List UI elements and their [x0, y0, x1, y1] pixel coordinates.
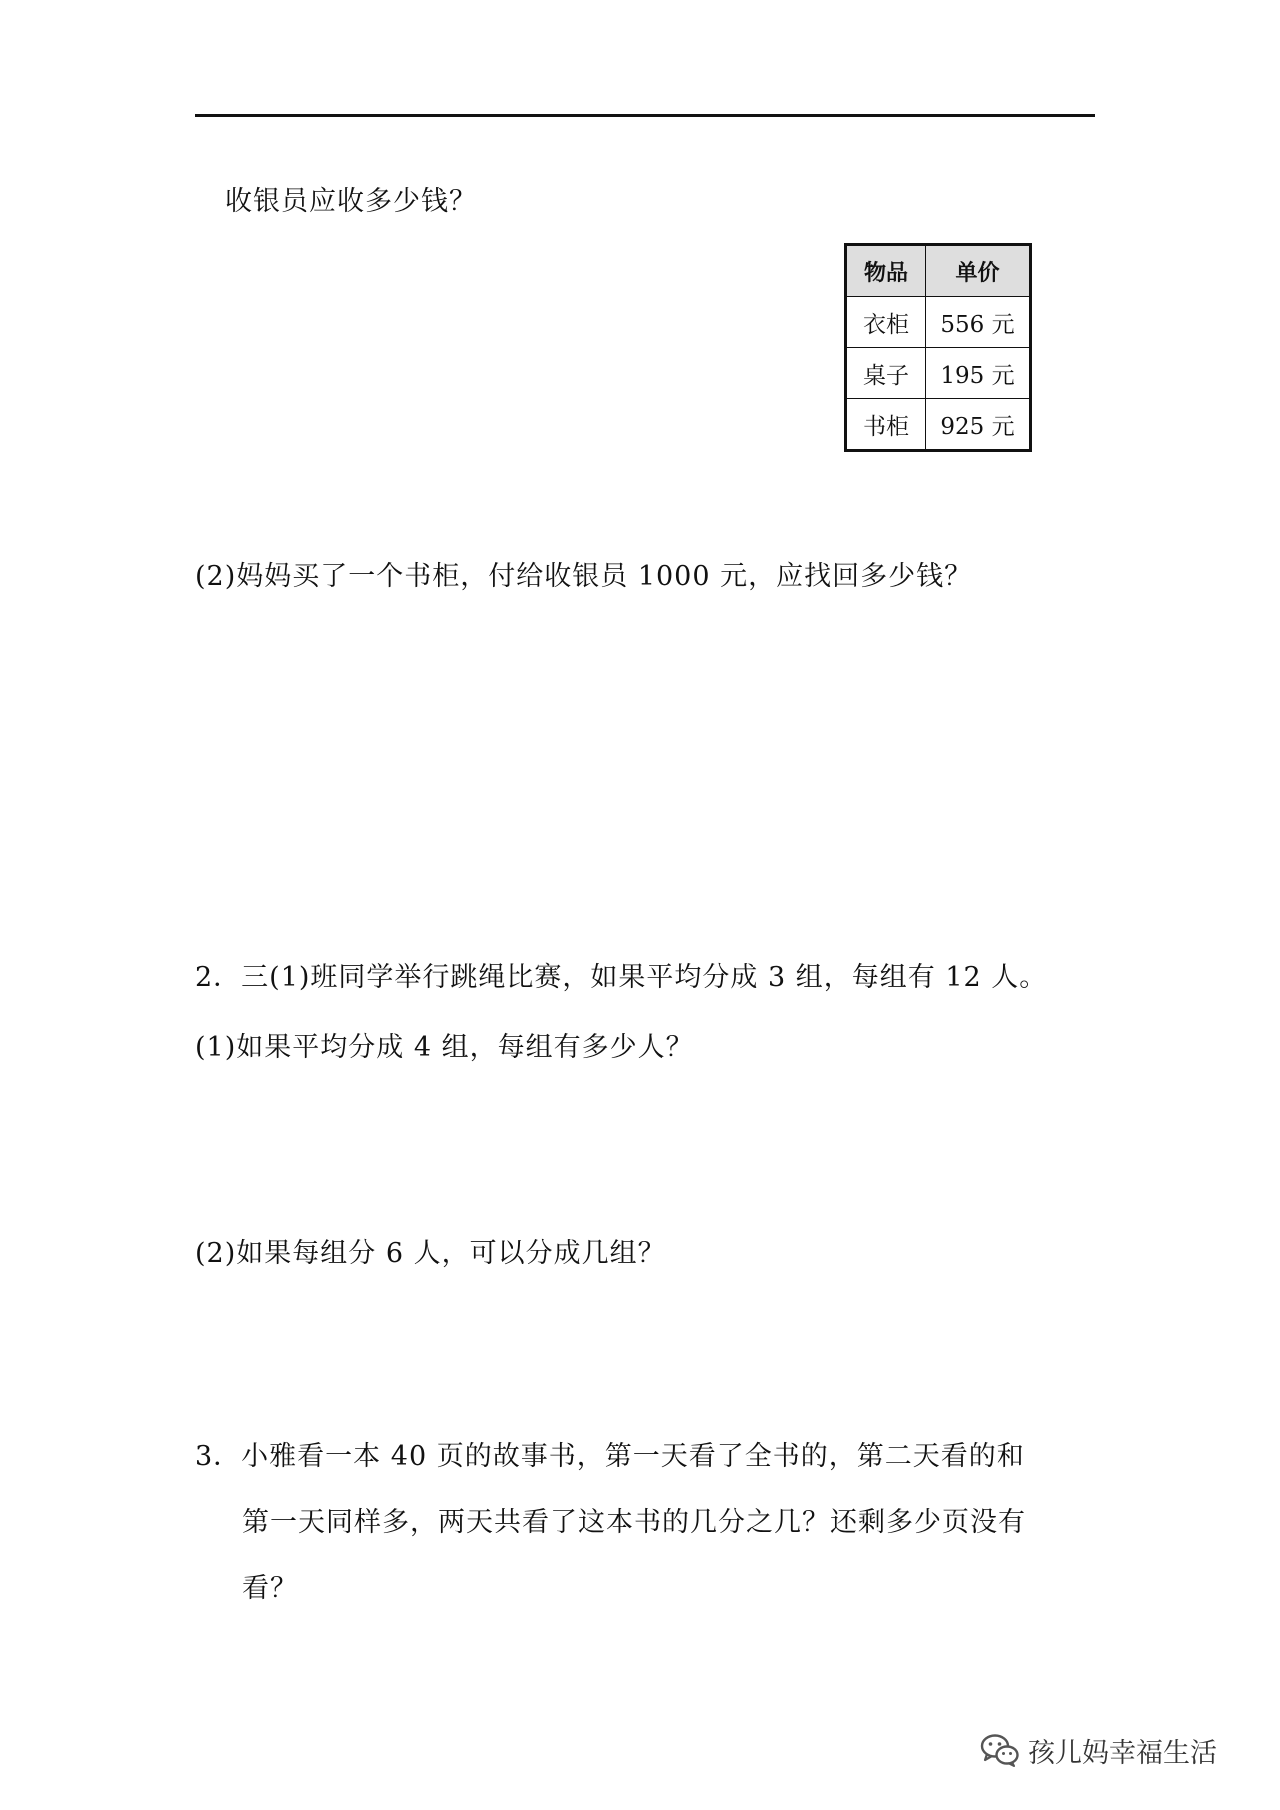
table-header-item: 物品: [846, 245, 926, 297]
question-1-part-2: (2)妈妈买了一个书柜，付给收银员 1000 元，应找回多少钱？: [195, 561, 973, 592]
table-header-row: [846, 245, 1031, 297]
question-3-line-2: 第一天同样多，两天共看了这本书的几分之几？还剩多少页没有: [242, 1507, 1026, 1538]
question-2-part-2: (2)如果每组分 6 人，可以分成几组？: [195, 1238, 666, 1269]
question-3-line-1: 3．小雅看一本 40 页的故事书，第一天看了全书的，第二天看的和: [195, 1441, 1025, 1472]
table-cell-price: 925 元: [926, 399, 1031, 451]
table-header-price: 单价: [926, 245, 1031, 297]
price-table: [844, 243, 1032, 452]
table-cell-item: 桌子: [846, 348, 926, 399]
table-row: [846, 297, 1031, 348]
table-row: [846, 348, 1031, 399]
top-rule: [195, 114, 1095, 117]
watermark: [980, 1730, 1217, 1770]
table-cell-price: 195 元: [926, 348, 1031, 399]
table-cell-price: 556 元: [926, 297, 1031, 348]
watermark-text: 孩儿妈幸福生活: [1028, 1737, 1217, 1769]
table-cell-item: 衣柜: [846, 297, 926, 348]
table-cell-item: 书柜: [846, 399, 926, 451]
question-1-intro: 收银员应收多少钱？: [225, 186, 477, 217]
question-2-part-1: (1)如果平均分成 4 组，每组有多少人？: [195, 1032, 694, 1063]
question-2-stem: 2．三(1)班同学举行跳绳比赛，如果平均分成 3 组，每组有 12 人。: [195, 962, 1048, 993]
wechat-icon: [980, 1733, 1020, 1767]
question-3-line-3: 看？: [242, 1573, 298, 1604]
table-row: [846, 399, 1031, 451]
